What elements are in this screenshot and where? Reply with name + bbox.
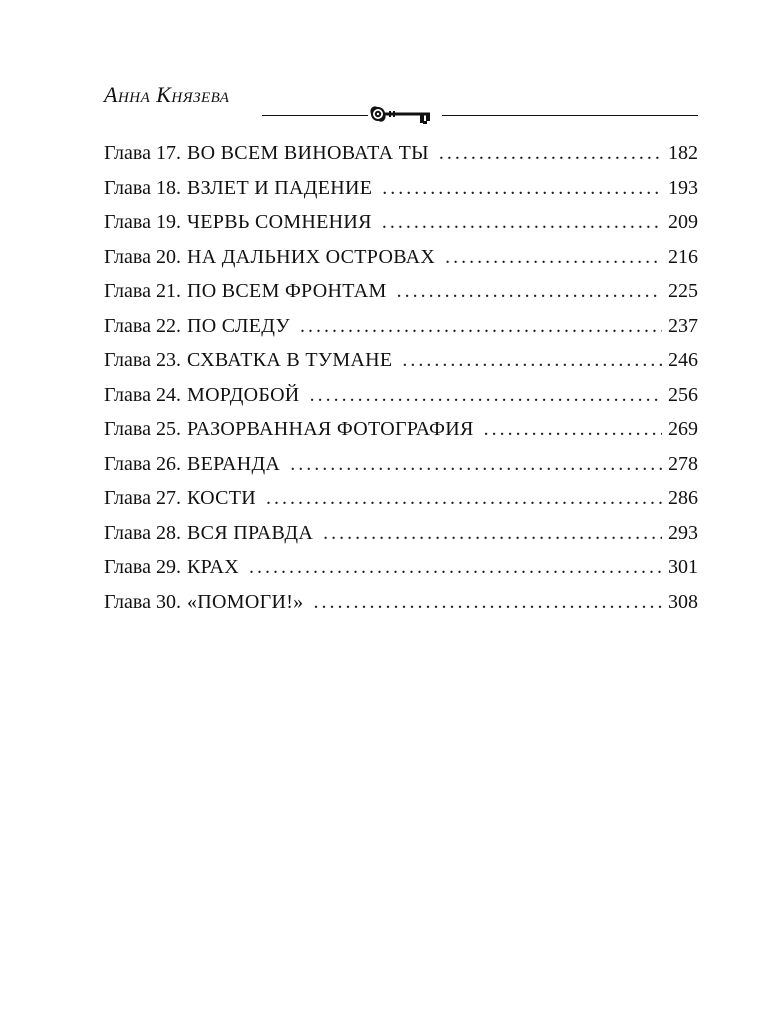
toc-entry bbox=[104, 418, 698, 453]
page-number: 286 bbox=[668, 487, 698, 509]
chapter-label: Глава 27. bbox=[104, 487, 181, 509]
page-number: 246 bbox=[668, 349, 698, 371]
chapter-title: «ПОМОГИ!» bbox=[186, 590, 304, 613]
chapter-title: РАЗОРВАННАЯ ФОТОГРАФИЯ bbox=[186, 418, 474, 440]
page-number: 293 bbox=[668, 521, 698, 544]
header-rule bbox=[262, 115, 698, 116]
chapter-label: Глава 26. bbox=[104, 452, 181, 475]
page-number: 308 bbox=[668, 590, 698, 613]
chapter-title: ВЕРАНДА bbox=[186, 452, 281, 475]
chapter-title: ПО СЛЕДУ bbox=[186, 314, 290, 337]
dot-leader bbox=[266, 487, 662, 510]
chapter-title: ВЗЛЕТ И ПАДЕНИЕ bbox=[186, 176, 373, 199]
toc-entry bbox=[104, 453, 698, 488]
chapter-label: Глава 25. bbox=[104, 418, 181, 440]
page-number: 278 bbox=[668, 452, 698, 475]
dot-leader bbox=[402, 349, 662, 372]
chapter-title: ВСЯ ПРАВДА bbox=[186, 521, 314, 544]
toc-entry bbox=[104, 591, 698, 626]
chapter-label: Глава 19. bbox=[104, 211, 181, 233]
page-number: 225 bbox=[668, 280, 698, 302]
toc-entry bbox=[104, 556, 698, 591]
chapter-label: Глава 29. bbox=[104, 556, 181, 578]
toc-entry bbox=[104, 280, 698, 315]
page-number: 256 bbox=[668, 383, 698, 406]
chapter-title: ЧЕРВЬ СОМНЕНИЯ bbox=[186, 211, 372, 233]
chapter-title: ПО ВСЕМ ФРОНТАМ bbox=[186, 280, 387, 302]
toc-entry bbox=[104, 315, 698, 350]
dot-leader bbox=[300, 315, 662, 338]
chapter-label: Глава 21. bbox=[104, 280, 181, 302]
chapter-title: НА ДАЛЬНИХ ОСТРОВАХ bbox=[186, 245, 436, 268]
page-number: 182 bbox=[668, 142, 698, 164]
chapter-label: Глава 17. bbox=[104, 142, 181, 164]
page-number: 301 bbox=[668, 556, 698, 578]
dot-leader bbox=[249, 556, 662, 579]
page-number: 269 bbox=[668, 418, 698, 440]
chapter-label: Глава 18. bbox=[104, 176, 181, 199]
chapter-title: ВО ВСЕМ ВИНОВАТА ТЫ bbox=[186, 142, 429, 164]
chapter-title: СХВАТКА В ТУМАНЕ bbox=[186, 349, 393, 371]
page-number: 216 bbox=[668, 245, 698, 268]
dot-leader bbox=[313, 591, 662, 614]
chapter-label: Глава 20. bbox=[104, 245, 181, 268]
chapter-title: КРАХ bbox=[186, 556, 239, 578]
page-number: 193 bbox=[668, 176, 698, 199]
dot-leader bbox=[290, 453, 662, 476]
chapter-label: Глава 22. bbox=[104, 314, 181, 337]
chapter-label: Глава 24. bbox=[104, 383, 181, 406]
dot-leader bbox=[382, 177, 662, 200]
toc-entry bbox=[104, 349, 698, 384]
toc-entry bbox=[104, 384, 698, 419]
chapter-label: Глава 23. bbox=[104, 349, 181, 371]
dot-leader bbox=[445, 246, 662, 269]
dot-leader bbox=[310, 384, 662, 407]
dot-leader bbox=[382, 211, 662, 234]
toc-entry bbox=[104, 246, 698, 281]
chapter-title: МОРДОБОЙ bbox=[186, 383, 300, 406]
chapter-label: Глава 28. bbox=[104, 521, 181, 544]
table-of-contents bbox=[104, 142, 698, 625]
chapter-label: Глава 30. bbox=[104, 590, 181, 613]
running-head-author: Анна Князева bbox=[104, 82, 230, 107]
chapter-title: КОСТИ bbox=[186, 487, 257, 509]
dot-leader bbox=[323, 522, 662, 545]
dot-leader bbox=[397, 280, 662, 303]
toc-entry bbox=[104, 211, 698, 246]
dot-leader bbox=[484, 418, 662, 441]
toc-entry bbox=[104, 487, 698, 522]
toc-entry bbox=[104, 142, 698, 177]
page-number: 209 bbox=[668, 211, 698, 233]
toc-entry bbox=[104, 177, 698, 212]
page-number: 237 bbox=[668, 314, 698, 337]
dot-leader bbox=[439, 142, 662, 165]
key-icon bbox=[368, 103, 442, 131]
toc-entry bbox=[104, 522, 698, 557]
